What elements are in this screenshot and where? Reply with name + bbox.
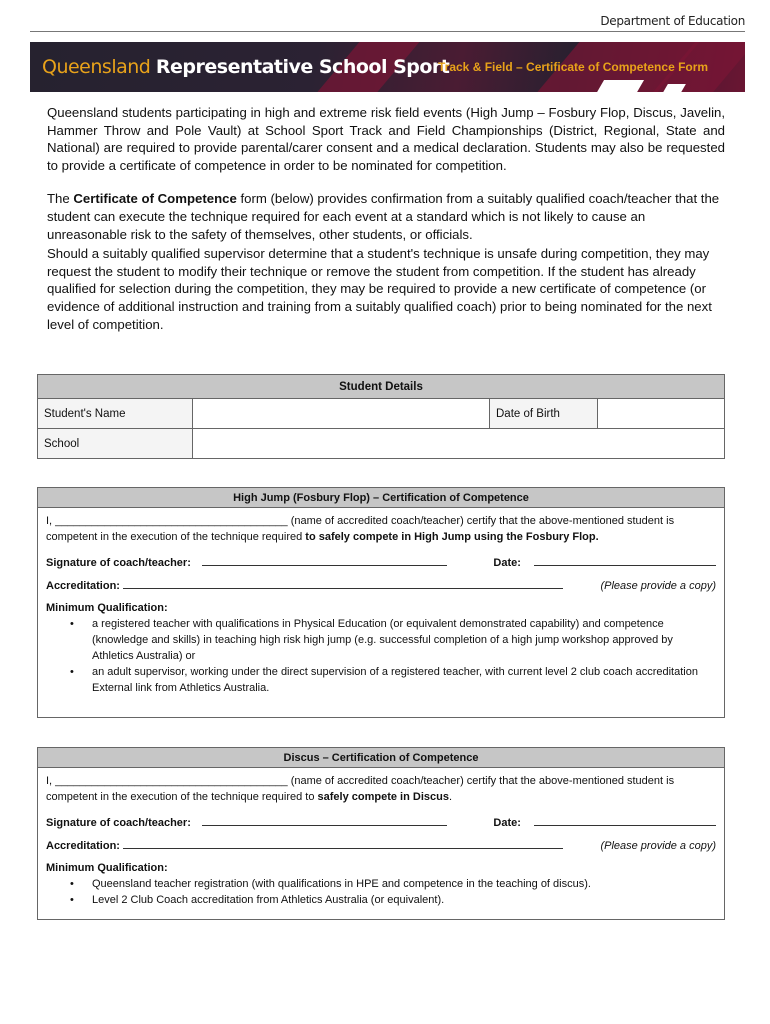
date-label: Date: — [493, 557, 521, 569]
discus-certification — [46, 773, 716, 805]
student-details-table — [37, 374, 725, 459]
cert-text: I, ______________________________________ (name of accredited coach/teacher) certify that the above-mentioned student is competent in the execution of the technique required — [46, 515, 675, 543]
school-field[interactable] — [193, 429, 725, 459]
header-rule — [30, 31, 745, 32]
discus-title: Discus – Certification of Competence — [38, 748, 724, 768]
high-jump-certification — [46, 513, 716, 545]
qualification-item: • Queensland teacher registration (with qualifications in HPE and competence in the teaching of discus). — [70, 876, 716, 892]
discus-section — [37, 747, 725, 920]
dob-field[interactable] — [598, 399, 725, 429]
min-qual-label: Minimum Qualification: — [46, 862, 168, 874]
p2-pre: The — [47, 191, 74, 207]
copy-note: (Please provide a copy) — [600, 840, 716, 852]
signature-field[interactable] — [202, 816, 447, 826]
qualification-item: • a registered teacher with qualifications in Physical Education (or equivalent demonstrated capability) and competence (knowledge and skills) in teaching high risk high jump (e.g. successful completion of a high jump workshop approved by Athletics Australia) or — [70, 616, 716, 664]
cert-bold: to safely compete in High Jump using the Fosbury Flop. — [305, 531, 599, 543]
p2-bold: Certificate of Competence — [73, 191, 237, 207]
accreditation-label: Accreditation: — [46, 580, 120, 592]
intro-paragraph-2 — [47, 190, 725, 243]
intro-text — [47, 104, 725, 333]
department-label: Department of Education — [600, 14, 745, 28]
qualification-item: • an adult supervisor, working under the direct supervision of a registered teacher, with current level 2 club coach accreditation External link from Athletics Australia. — [70, 664, 716, 696]
cert-bold: safely compete in Discus — [317, 791, 449, 803]
p2-post: form (below) provides confirmation from a suitably qualified coach/teacher that the student can execute the technique required for each event at a standard which is not likely to cause an unreasonable risk to the safety of themselves, other students, or officials. — [47, 191, 720, 242]
cert-text: I, ______________________________________ (name of accredited coach/teacher) certify that the above-mentioned student is competent in the execution of the technique required to — [46, 775, 675, 803]
signature-field[interactable] — [202, 556, 447, 566]
accreditation-label: Accreditation: — [46, 840, 120, 852]
accreditation-field[interactable] — [123, 579, 563, 589]
signature-label: Signature of coach/teacher: — [46, 557, 191, 569]
banner — [30, 42, 745, 92]
date-field[interactable] — [534, 556, 716, 566]
date-field[interactable] — [534, 816, 716, 826]
high-jump-title: High Jump (Fosbury Flop) – Certification of Competence — [38, 488, 724, 508]
intro-paragraph-3: Should a suitably qualified supervisor determine that a student's technique is unsafe during competition, they may request the student to modify their technique or remove the student from competition. If the student has already qualified for selection during the competition, they may be required to provide a new certificate of competence (or evidence of additional instruction and training from a suitably qualified coach) prior to being nominated for the next level of competition. — [47, 246, 712, 332]
brand-title: Representative School Sport — [155, 56, 450, 78]
high-jump-section — [37, 487, 725, 718]
min-qual-label: Minimum Qualification: — [46, 602, 168, 614]
qualification-list — [46, 616, 716, 696]
cert-post: . — [448, 791, 453, 803]
dob-label: Date of Birth — [490, 399, 598, 429]
student-name-label: Student's Name — [38, 399, 193, 429]
brand-queensland: Queensland — [42, 56, 151, 78]
student-name-field[interactable] — [193, 399, 490, 429]
qualification-list — [46, 876, 716, 908]
copy-note: (Please provide a copy) — [600, 580, 716, 592]
banner-title — [42, 56, 449, 78]
student-details-title: Student Details — [38, 375, 725, 399]
date-label: Date: — [493, 817, 521, 829]
intro-paragraph-1: Queensland students participating in high and extreme risk field events (High Jump – Fosbury Flop, Discus, Javelin, Hammer Throw and Pole Vault) at School Sport Track and Field Championships (District, Regional, State and National) are required to provide parental/carer consent and a medical declaration. Students may also be requested to provide a certificate of competence in order to be nominated for competition. — [47, 105, 725, 173]
banner-subtitle: Track & Field – Certificate of Competence Form — [438, 60, 709, 74]
qualification-item: • Level 2 Club Coach accreditation from Athletics Australia (or equivalent). — [70, 892, 716, 908]
accreditation-field[interactable] — [123, 839, 563, 849]
signature-label: Signature of coach/teacher: — [46, 817, 191, 829]
school-label: School — [38, 429, 193, 459]
